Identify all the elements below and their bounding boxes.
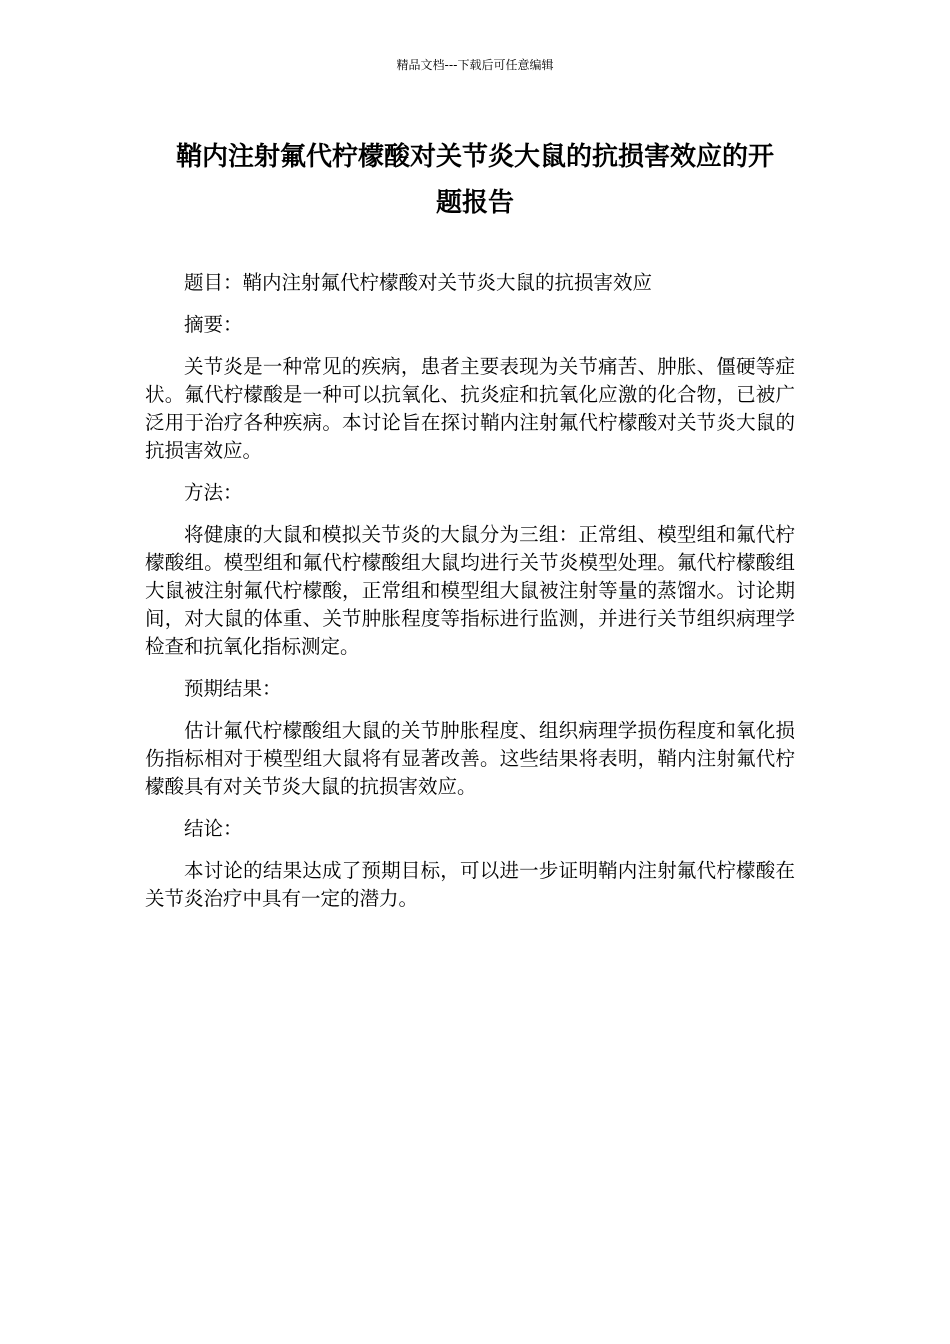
header-note: 精品文档---下载后可任意编辑 <box>396 58 554 72</box>
document-title-line-2: 题报告 <box>435 188 514 218</box>
conclusion-paragraph: 本讨论的结果达成了预期目标，可以进一步证明鞘内注射氟代柠檬酸在关节炎治疗中具有一定的潜力。 <box>145 859 795 910</box>
methods-heading: 方法： <box>184 481 243 504</box>
document-body <box>145 269 795 927</box>
methods-paragraph: 将健康的大鼠和模拟关节炎的大鼠分为三组：正常组、模型组和氟代柠檬酸组。模型组和氟代柠檬酸组大鼠均进行关节炎模型处理。氟代柠檬酸组大鼠被注射氟代柠檬酸，正常组和模型组大鼠被注射等量的蒸馏水。讨论期间，对大鼠的体重、关节肿胀程度等指标进行监测，并进行关节组织病理学检查和抗氧化指标测定。 <box>145 523 795 658</box>
document-title-line-1: 鞘内注射氟代柠檬酸对关节炎大鼠的抗损害效应的开 <box>175 142 774 172</box>
results-heading: 预期结果： <box>184 677 282 700</box>
results-paragraph: 估计氟代柠檬酸组大鼠的关节肿胀程度、组织病理学损伤程度和氧化损伤指标相对于模型组大鼠将有显著改善。这些结果将表明，鞘内注射氟代柠檬酸具有对关节炎大鼠的抗损害效应。 <box>145 719 795 798</box>
topic-line: 题目：鞘内注射氟代柠檬酸对关节炎大鼠的抗损害效应 <box>184 271 653 294</box>
abstract-paragraph: 关节炎是一种常见的疾病，患者主要表现为关节痛苦、肿胀、僵硬等症状。氟代柠檬酸是一种可以抗氧化、抗炎症和抗氧化应激的化合物，已被广泛用于治疗各种疾病。本讨论旨在探讨鞘内注射氟代柠檬酸对关节炎大鼠的抗损害效应。 <box>145 355 795 462</box>
abstract-heading: 摘要： <box>184 313 243 336</box>
conclusion-heading: 结论： <box>184 817 243 840</box>
document-title <box>140 134 810 226</box>
